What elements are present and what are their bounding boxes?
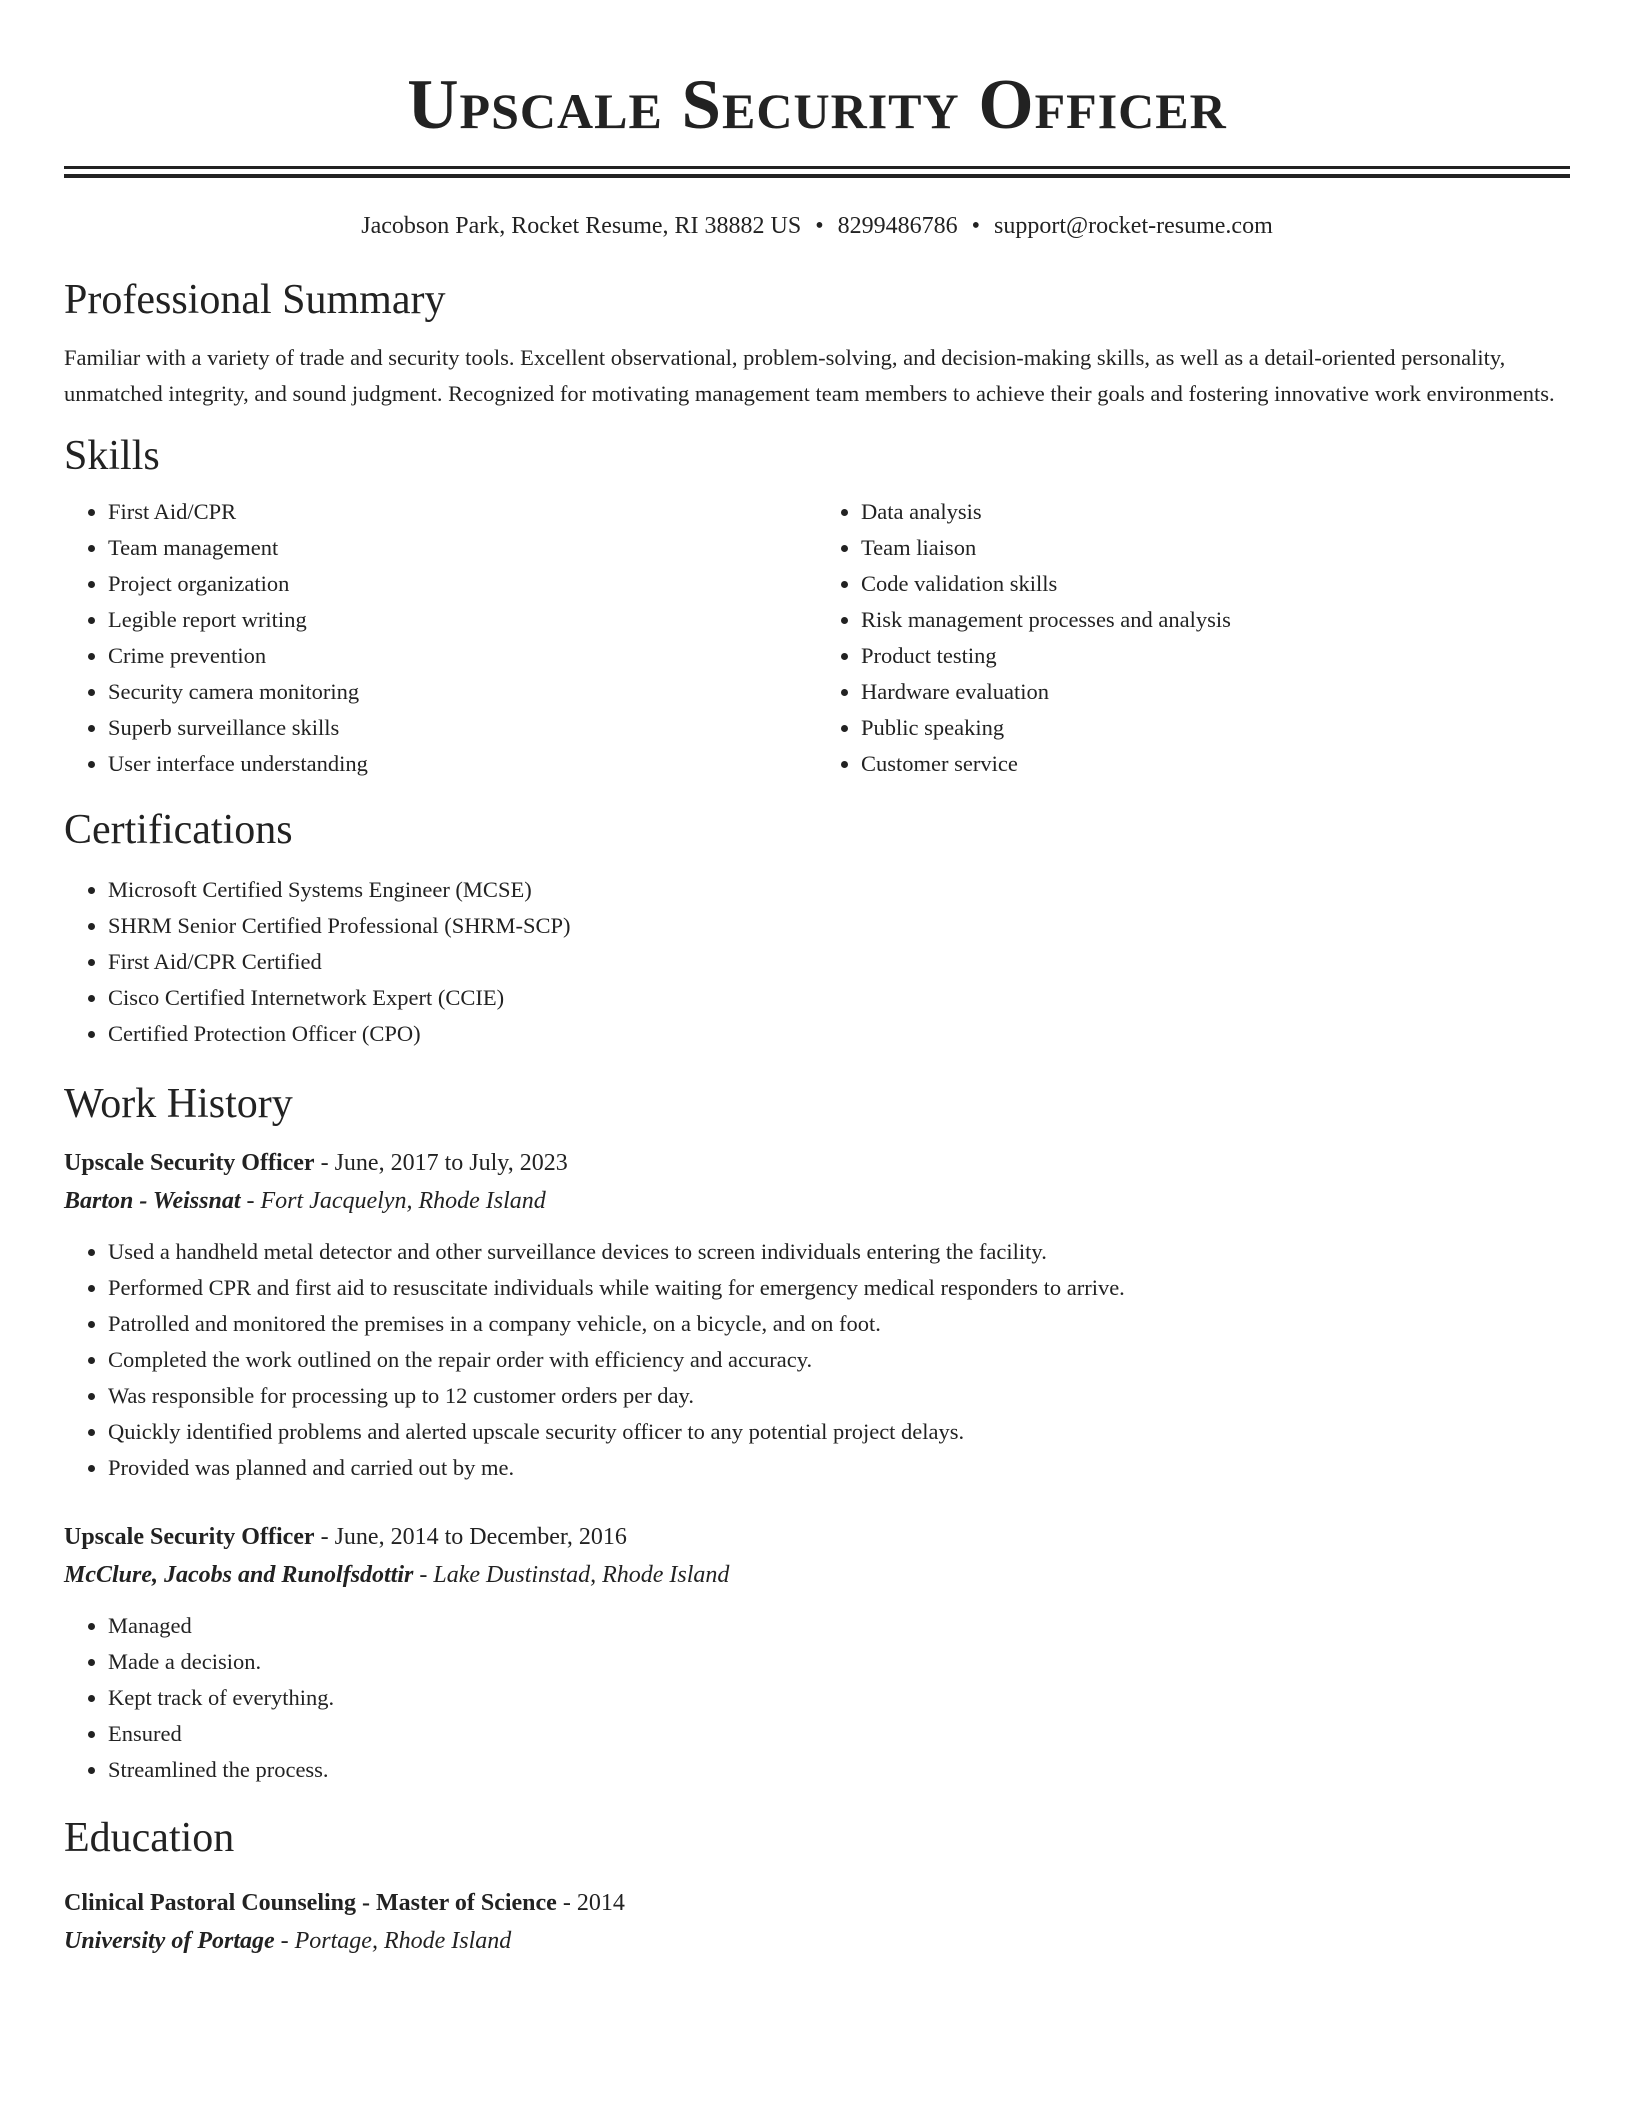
work-history-heading: Work History bbox=[64, 1081, 293, 1127]
job-bullet: • Performed CPR and first aid to resuscitate individuals while waiting for emergency medical responders to arrive. bbox=[108, 1270, 1570, 1306]
header-rule-bottom bbox=[64, 174, 1570, 178]
education-school: University of Portage bbox=[64, 1928, 275, 1954]
skill-item: • First Aid/CPR bbox=[108, 494, 817, 530]
skills-heading: Skills bbox=[64, 433, 160, 479]
certification-item: • Cisco Certified Internetwork Expert (CCIE) bbox=[108, 980, 1570, 1016]
skill-item: • Security camera monitoring bbox=[108, 674, 817, 710]
education-section bbox=[64, 1812, 1570, 1960]
job-bullet: • Quickly identified problems and alerted upscale security officer to any potential project delays. bbox=[108, 1414, 1570, 1450]
job-bullet: • Managed bbox=[108, 1608, 1570, 1644]
job-bullet: • Provided was planned and carried out by me. bbox=[108, 1450, 1570, 1486]
skill-item: • Risk management processes and analysis bbox=[861, 602, 1570, 638]
skill-item: • User interface understanding bbox=[108, 746, 817, 782]
job-entry bbox=[64, 1518, 1570, 1788]
job-bullet: • Made a decision. bbox=[108, 1644, 1570, 1680]
skill-item: • Team liaison bbox=[861, 530, 1570, 566]
skill-item: • Hardware evaluation bbox=[861, 674, 1570, 710]
skills-section bbox=[64, 430, 1570, 782]
job-dates: - June, 2014 to December, 2016 bbox=[314, 1524, 627, 1550]
skill-item: • Data analysis bbox=[861, 494, 1570, 530]
contact-phone: 8299486786 bbox=[837, 213, 958, 239]
skill-item: • Legible report writing bbox=[108, 602, 817, 638]
job-location: - Lake Dustinstad, Rhode Island bbox=[413, 1562, 730, 1588]
skills-list-left bbox=[64, 494, 817, 782]
skill-item: • Code validation skills bbox=[861, 566, 1570, 602]
education-degree-line bbox=[64, 1884, 1570, 1922]
resume-page bbox=[64, 0, 1570, 1960]
job-title: Upscale Security Officer bbox=[64, 1150, 315, 1176]
certifications-section bbox=[64, 804, 1570, 1052]
education-school-line bbox=[64, 1922, 1570, 1960]
summary-section bbox=[64, 274, 1570, 412]
job-dates: - June, 2017 to July, 2023 bbox=[314, 1150, 568, 1176]
job-company-line bbox=[64, 1182, 1570, 1220]
job-company: Barton - Weissnat bbox=[64, 1188, 241, 1214]
certification-item: • First Aid/CPR Certified bbox=[108, 944, 1570, 980]
job-bullets bbox=[64, 1234, 1570, 1486]
certification-item: • Certified Protection Officer (CPO) bbox=[108, 1016, 1570, 1052]
education-year: - 2014 bbox=[556, 1890, 625, 1916]
job-bullet: • Was responsible for processing up to 12 customer orders per day. bbox=[108, 1378, 1570, 1414]
job-bullet: • Patrolled and monitored the premises in a company vehicle, on a bicycle, and on foot. bbox=[108, 1306, 1570, 1342]
job-bullet: • Ensured bbox=[108, 1716, 1570, 1752]
job-company-line bbox=[64, 1556, 1570, 1594]
work-history-section bbox=[64, 1078, 1570, 1788]
education-degree: Clinical Pastoral Counseling - Master of Science bbox=[64, 1890, 557, 1916]
skills-columns bbox=[64, 494, 1570, 782]
certification-item: • SHRM Senior Certified Professional (SHRM-SCP) bbox=[108, 908, 1570, 944]
job-location: - Fort Jacquelyn, Rhode Island bbox=[240, 1188, 546, 1214]
skill-item: • Product testing bbox=[861, 638, 1570, 674]
education-entry bbox=[64, 1884, 1570, 1960]
contact-address: Jacobson Park, Rocket Resume, RI 38882 US bbox=[361, 213, 802, 239]
job-company: McClure, Jacobs and Runolfsdottir bbox=[64, 1562, 414, 1588]
education-location: - Portage, Rhode Island bbox=[274, 1928, 512, 1954]
certification-item: • Microsoft Certified Systems Engineer (MCSE) bbox=[108, 872, 1570, 908]
job-entry bbox=[64, 1144, 1570, 1486]
skill-item: • Crime prevention bbox=[108, 638, 817, 674]
certifications-heading: Certifications bbox=[64, 807, 293, 853]
skill-item: • Team management bbox=[108, 530, 817, 566]
contact-separator: • bbox=[971, 213, 981, 239]
skill-item: • Customer service bbox=[861, 746, 1570, 782]
job-bullet: • Streamlined the process. bbox=[108, 1752, 1570, 1788]
job-bullet: • Completed the work outlined on the repair order with efficiency and accuracy. bbox=[108, 1342, 1570, 1378]
contact-email: support@rocket-resume.com bbox=[994, 213, 1273, 239]
skill-item: • Public speaking bbox=[861, 710, 1570, 746]
certifications-list bbox=[64, 872, 1570, 1052]
resume-name: Upscale Security Officer bbox=[407, 66, 1227, 144]
contact-separator: • bbox=[815, 213, 824, 239]
header-rule-top bbox=[64, 166, 1570, 169]
job-title: Upscale Security Officer bbox=[64, 1524, 315, 1550]
job-title-line bbox=[64, 1518, 1570, 1556]
skills-list-right bbox=[817, 494, 1570, 782]
skill-item: • Superb surveillance skills bbox=[108, 710, 817, 746]
education-heading: Education bbox=[64, 1815, 235, 1861]
summary-heading: Professional Summary bbox=[64, 277, 446, 323]
job-bullet: • Kept track of everything. bbox=[108, 1680, 1570, 1716]
skill-item: • Project organization bbox=[108, 566, 817, 602]
contact-line bbox=[64, 210, 1570, 242]
job-title-line bbox=[64, 1144, 1570, 1182]
job-bullet: • Used a handheld metal detector and other surveillance devices to screen individuals entering the facility. bbox=[108, 1234, 1570, 1270]
summary-text: Familiar with a variety of trade and security tools. Excellent observational, problem-solving, and decision-making skills, as well as a detail-oriented personality, unmatched integrity, and sound judgment. Recognized for motivating management team members to achieve their goals and fostering innovative work environments. bbox=[64, 345, 1555, 406]
job-bullets bbox=[64, 1608, 1570, 1788]
